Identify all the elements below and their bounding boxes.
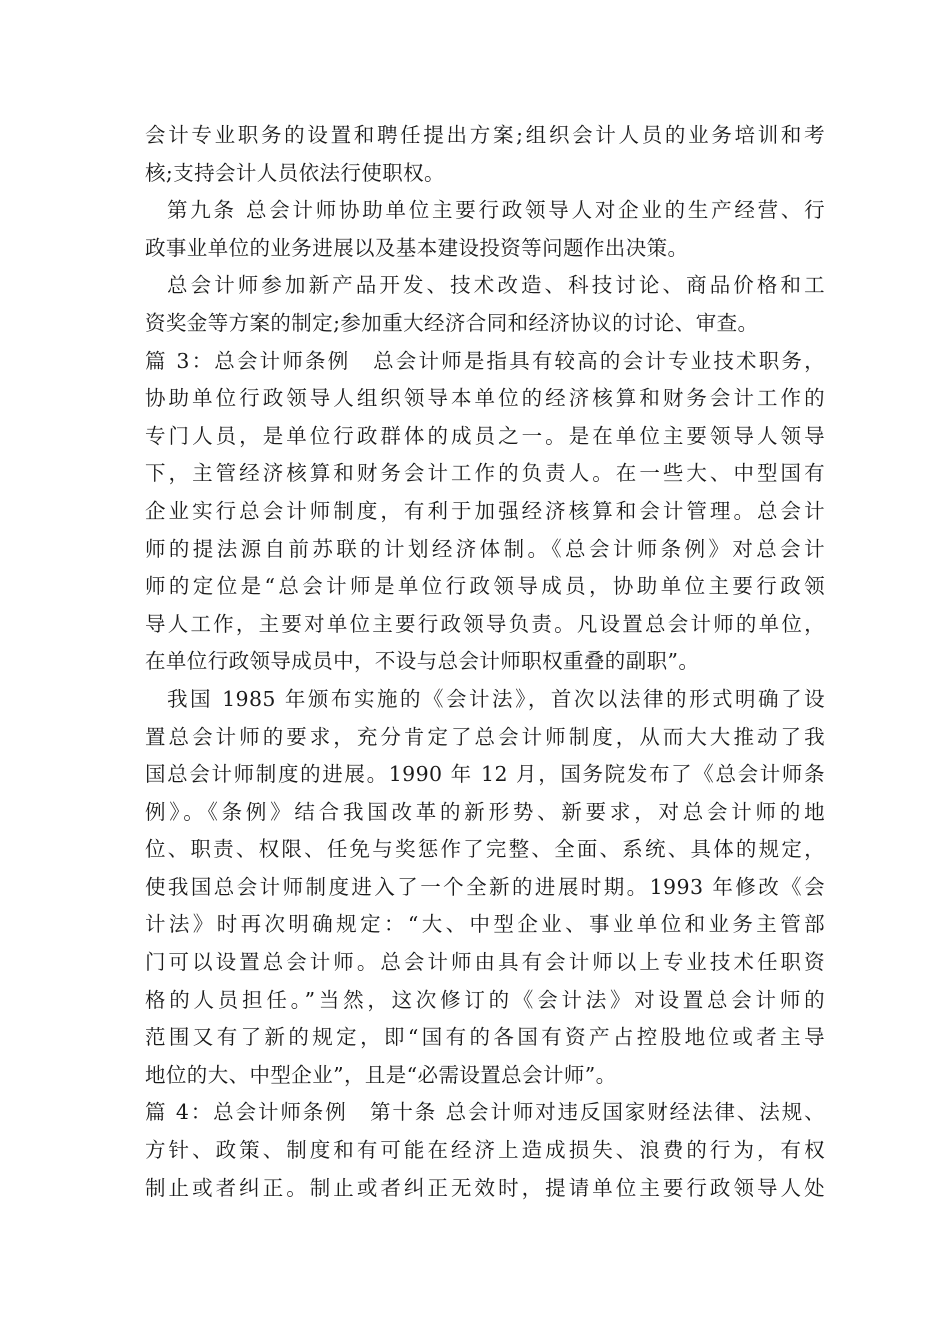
- text-line: 计法》时再次明确规定：“大、中型企业、事业单位和业务主管部: [145, 912, 825, 937]
- text-line: 门可以设置总会计师。总会计师由具有会计师以上专业技术任职资: [145, 950, 825, 975]
- text-line: 总会计师参加新产品开发、技术改造、科技讨论、商品价格和工: [167, 273, 825, 298]
- text-line: 第九条 总会计师协助单位主要行政领导人对企业的生产经营、行: [167, 198, 825, 223]
- text-line: 篇 3：总会计师条例 总会计师是指具有较高的会计专业技术职务，: [145, 348, 825, 373]
- text-line: 篇 4：总会计师条例 第十条 总会计师对违反国家财经法律、法规、: [145, 1100, 825, 1125]
- text-line: 企业实行总会计师制度，有利于加强经济核算和会计管理。总会计: [145, 498, 825, 523]
- text-line: 方针、政策、制度和有可能在经济上造成损失、浪费的行为，有权: [145, 1138, 825, 1163]
- text-line: 专门人员，是单位行政群体的成员之一。是在单位主要领导人领导: [145, 423, 825, 448]
- text-line: 协助单位行政领导人组织领导本单位的经济核算和财务会计工作的: [145, 386, 825, 411]
- document-page: [145, 117, 825, 1207]
- text-line: 位、职责、权限、任免与奖惩作了完整、全面、系统、具体的规定，: [145, 837, 825, 862]
- text-line: 使我国总会计师制度进入了一个全新的进展时期。1993 年修改《会: [145, 874, 825, 899]
- text-line: 范围又有了新的规定，即“国有的各国有资产占控股地位或者主导: [145, 1025, 825, 1050]
- text-line: 核;支持会计人员依法行使职权。: [145, 160, 445, 185]
- text-line: 师的定位是“总会计师是单位行政领导成员，协助单位主要行政领: [145, 574, 825, 599]
- text-line: 国总会计师制度的进展。1990 年 12 月，国务院发布了《总会计师条: [145, 762, 825, 787]
- text-line: 会计专业职务的设置和聘任提出方案;组织会计人员的业务培训和考: [145, 123, 825, 147]
- text-line: 下，主管经济核算和财务会计工作的负责人。在一些大、中型国有: [145, 461, 825, 486]
- text-line: 师的提法源自前苏联的计划经济体制。《总会计师条例》对总会计: [145, 536, 825, 561]
- text-line: 政事业单位的业务进展以及基本建设投资等问题作出决策。: [145, 235, 689, 260]
- text-line: 资奖金等方案的制定;参加重大经济合同和经济协议的讨论、审查。: [145, 310, 759, 335]
- text-line: 我国 1985 年颁布实施的《会计法》，首次以法律的形式明确了设: [167, 686, 825, 711]
- text-line: 置总会计师的要求，充分肯定了总会计师制度，从而大大推动了我: [145, 724, 825, 749]
- text-line: 格的人员担任。”当然，这次修订的《会计法》对设置总会计师的: [145, 987, 825, 1012]
- text-line: 在单位行政领导成员中，不设与总会计师职权重叠的副职”。: [145, 649, 700, 674]
- text-line: 导人工作，主要对单位主要行政领导负责。凡设置总会计师的单位，: [145, 611, 825, 636]
- text-line: 制止或者纠正。制止或者纠正无效时，提请单位主要行政领导人处: [145, 1175, 825, 1200]
- text-line: 地位的大、中型企业”，且是“必需设置总会计师”。: [145, 1062, 617, 1087]
- text-line: 例》。《条例》结合我国改革的新形势、新要求，对总会计师的地: [145, 799, 825, 824]
